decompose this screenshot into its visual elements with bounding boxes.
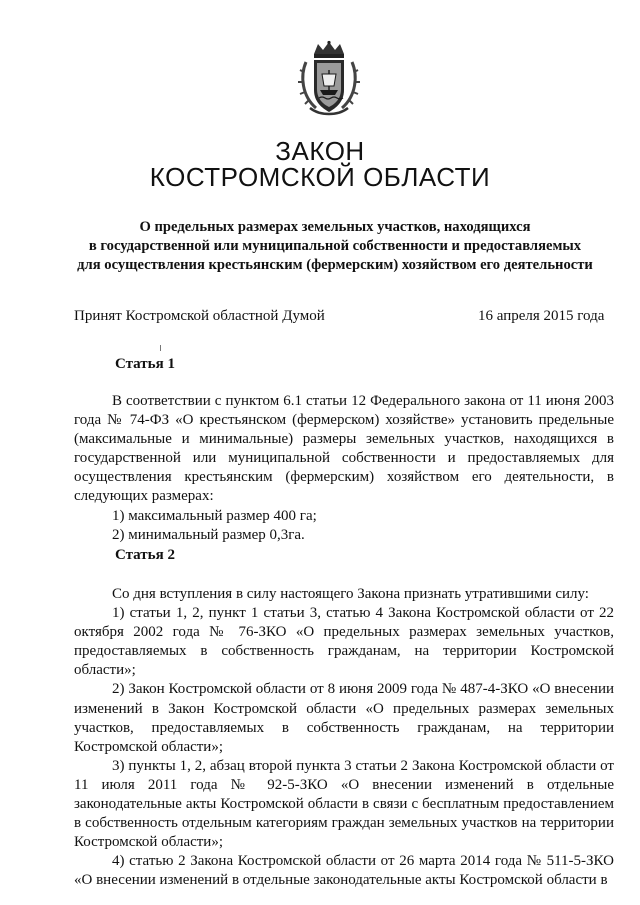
document-type-title: ЗАКОН (275, 136, 365, 166)
subtitle-line: для осуществления крестьянским (фермерским) хозяйством его деятельности (77, 257, 593, 273)
article-2-heading: Статья 2 (115, 547, 175, 563)
law-subtitle (60, 218, 610, 275)
subtitle-line: О предельных размерах земельных участков, находящихся (139, 219, 531, 235)
region-title: КОСТРОМСКОЙ ОБЛАСТИ (149, 162, 491, 192)
article-2-item: 4) статью 2 Закона Костромской области от 26 марта 2014 года № 511-5-ЗКО «О внесении изменений в отдельные законодательные акты Костромской области в (74, 853, 614, 889)
article-2-item: 3) пункты 1, 2, абзац второй пункта 3 статьи 2 Закона Костромской области от 11 июля 2011 года № 92-5-ЗКО «О внесении изменений в отдельные законодательные акты Костромской области в связи с бесплатным предоставлением в собственность отдельным категориям граждан земельных участков на территории Костромской области»; (74, 757, 614, 851)
adopted-date: 16 апреля 2015 года (478, 308, 605, 324)
article-2-item: 1) статьи 1, 2, пункт 1 статьи 3, статью 4 Закона Костромской области от 22 октября 2002 года № 76-ЗКО «О предельных размерах земельных участков, предоставляемых в собственность гражданам, на территории Костромской области»; (74, 605, 614, 679)
scan-mark (160, 345, 161, 351)
article-2-body (74, 585, 614, 891)
adopted-by: Принят Костромской областной Думой (74, 308, 325, 324)
article-2-paragraph: Со дня вступления в силу настоящего Закона признать утратившими силу: (112, 586, 589, 602)
article-2-item: 2) Закон Костромской области от 8 июня 2009 года № 487-4-ЗКО «О внесении изменений в Закон Костромской области «О предельных размерах земельных участков, предоставляемых в собственность гражданам, на территории Костромской области»; (74, 681, 614, 755)
article-1-heading: Статья 1 (115, 356, 175, 372)
article-1-paragraph: В соответствии с пунктом 6.1 статьи 12 Федерального закона от 11 июня 2003 года № 74-ФЗ «О крестьянском (фермерском) хозяйстве» установить предельные (максимальные и минимальные) размеры земельных участков, находящихся в государственной или муниципальной собственности и предоставляемых для осуществления крестьянским (фермерским) хозяйством его деятельности, в следующих размерах: (74, 393, 614, 505)
subtitle-line: в государственной или муниципальной собственности и предоставляемых (88, 238, 582, 254)
kostroma-coat-of-arms-icon (296, 40, 362, 118)
article-1-item: 2) минимальный размер 0,3га. (112, 526, 305, 543)
article-1-item: 1) максимальный размер 400 га; (112, 507, 317, 524)
article-1-body (74, 392, 614, 545)
